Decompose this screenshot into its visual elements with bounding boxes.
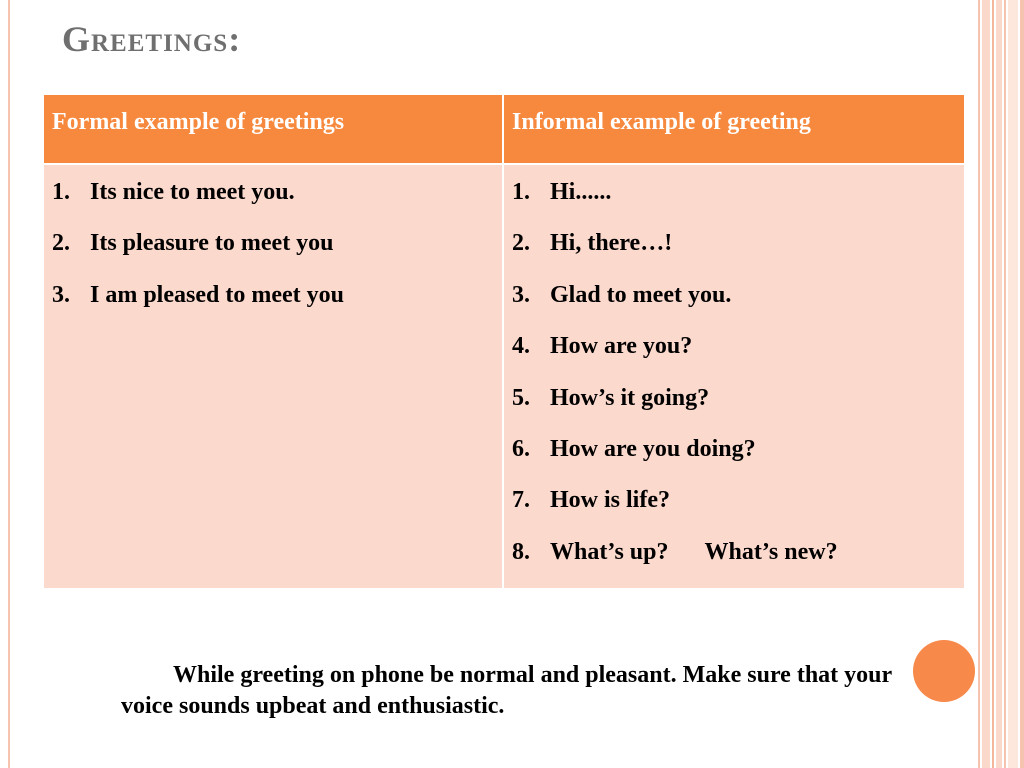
item-extra-text: What’s new? [704,538,838,565]
item-number: 3. [512,281,530,308]
item-text: I am pleased to meet you [90,281,344,308]
item-text: How are you doing? [550,435,756,462]
item-number: 4. [512,333,530,360]
item-number: 3. [52,281,70,308]
item-text: Its nice to meet you. [90,179,295,205]
item-text: Hi, there…! [550,230,673,257]
item-number: 2. [52,230,70,257]
list-item [52,280,494,331]
item-text: How is life? [550,487,670,514]
item-text: Its pleasure to meet you [90,230,334,257]
item-text: How’s it going? [550,384,710,411]
list-item [52,228,494,279]
formal-header: Formal example of greetings [43,94,503,164]
formal-cell [43,164,503,589]
item-number: 1. [52,179,70,205]
formal-list [52,177,494,331]
list-item [512,177,956,228]
item-text: Hi...... [550,179,612,205]
item-text: What’s up? [550,538,669,565]
item-number: 2. [512,230,530,257]
phone-greeting-note: While greeting on phone be normal and pleasant. Make sure that your voice sounds upbeat and enthusiastic. [121,662,892,719]
table-header-row [43,94,965,164]
decorative-orange-circle [913,640,975,702]
item-text: How are you? [550,333,693,360]
item-number: 6. [512,435,530,462]
list-item [512,485,956,536]
informal-header: Informal example of greeting [503,94,965,164]
list-item [512,331,956,382]
item-number: 1. [512,179,530,205]
item-text: Glad to meet you. [550,281,732,308]
greetings-table [42,93,966,590]
list-item [512,228,956,279]
right-decorative-stripes [978,0,1024,768]
list-item [512,280,956,331]
list-item [512,383,956,434]
item-number: 7. [512,487,530,514]
left-border-line [8,0,10,768]
list-item [512,537,956,588]
list-item [512,434,956,485]
informal-cell [503,164,965,589]
table-body-row [43,164,965,589]
item-number: 8. [512,538,530,565]
informal-list [512,177,956,588]
slide-title: Greetings: [62,19,242,59]
list-item [52,177,494,228]
item-number: 5. [512,384,530,411]
